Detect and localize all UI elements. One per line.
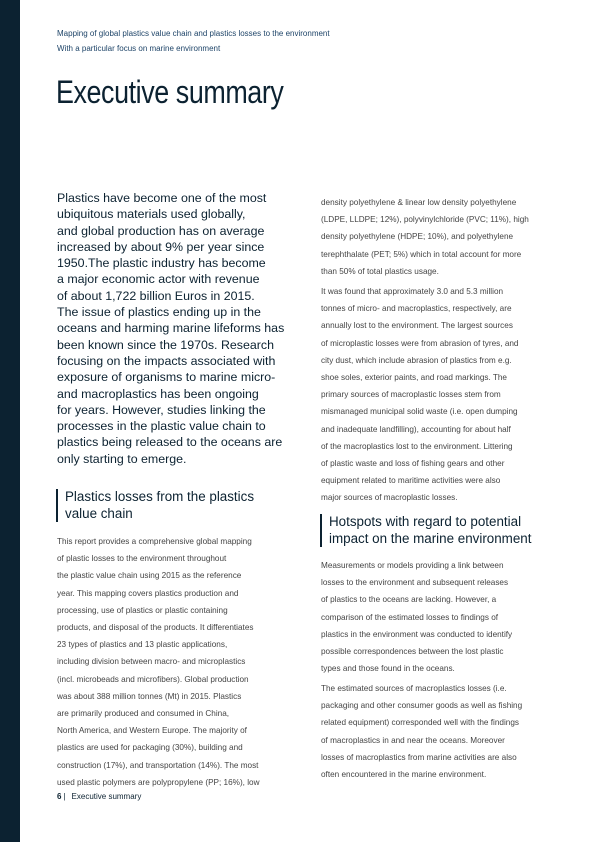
text-line: of microplastic losses were from abrasion of tyres, and	[321, 338, 519, 348]
text-line: city dust, which include abrasion of plastics from e.g.	[321, 355, 512, 365]
text-line: processing, use of plastics or plastic containing	[57, 605, 228, 615]
text-line: of plastic waste and loss of fishing gears and other	[321, 459, 505, 469]
text-line: of the macroplastics lost to the environment. Littering	[321, 441, 513, 451]
text-line: increased by about 9% per year since	[57, 239, 265, 254]
text-line: (incl. microbeads and microfibers). Global production	[57, 674, 249, 684]
text-line: been known since the 1970s. Research	[57, 337, 274, 352]
text-line: plastics being released to the oceans are	[57, 435, 283, 450]
section-heading-plastics-losses	[56, 489, 254, 522]
text-line: often encountered in the marine environment.	[321, 770, 487, 780]
text-line: Plastics have become one of the most	[57, 191, 267, 205]
text-line: shoe soles, exterior paints, and road markings. The	[321, 373, 507, 383]
text-line: North America, and Western Europe. The majority of	[57, 726, 247, 736]
text-line: losses of macroplastics from marine activities are also	[321, 752, 517, 762]
text-line: related equipment) corresponded well with the findings	[321, 718, 519, 728]
body-paragraph	[321, 557, 512, 677]
text-line: of plastic losses to the environment throughout	[57, 554, 227, 564]
text-line: annually lost to the environment. The largest sources	[321, 321, 513, 331]
text-line: processes in the plastic value chain to	[57, 419, 266, 434]
text-line: exposure of organisms to marine micro-	[57, 370, 276, 385]
text-line: value chain	[65, 505, 133, 521]
page-number: 6	[57, 792, 62, 801]
text-line: only starting to emerge.	[57, 451, 187, 466]
text-line: impact on the marine environment	[329, 530, 532, 546]
text-line: types and those found in the oceans.	[321, 664, 455, 674]
text-line: tonnes of micro- and macroplastics, respectively, are	[321, 304, 512, 314]
text-line: major sources of macroplastic losses.	[321, 493, 458, 503]
text-line: This report provides a comprehensive global mapping	[57, 537, 252, 546]
text-line: ubiquitous materials used globally,	[57, 207, 246, 222]
text-line: density polyethylene & linear low density polyethylene	[321, 198, 517, 207]
running-header-subtitle: With a particular focus on marine environment	[57, 44, 221, 53]
text-line: for years. However, studies linking the	[57, 402, 266, 417]
text-line: The issue of plastics ending up in the	[57, 305, 261, 320]
side-color-bar	[0, 0, 20, 842]
body-paragraph	[321, 680, 522, 783]
text-line: losses to the environment and subsequent releases	[321, 578, 509, 588]
body-paragraph	[321, 194, 529, 280]
text-line: of macroplastics in and near the oceans. Moreover	[321, 735, 505, 745]
lead-paragraph	[57, 190, 285, 467]
text-line: possible correspondences between the lost plastic	[321, 647, 504, 657]
text-line: Hotspots with regard to potential	[329, 514, 522, 529]
body-paragraph	[57, 533, 260, 791]
text-line: packaging and other consumer goods as well as fishing	[321, 701, 523, 711]
page-footer	[57, 792, 141, 801]
text-line: density polyethylene (HDPE; 10%), and polyethylene	[321, 232, 514, 242]
section-heading-hotspots	[320, 514, 531, 547]
text-line: plastics in the environment was conducted to identify	[321, 629, 513, 639]
text-line: equipment related to maritime activities were also	[321, 476, 501, 486]
text-line: was about 388 million tonnes (Mt) in 2015. Plastics	[57, 691, 242, 701]
text-line: products, and disposal of the products. It differentiates	[57, 623, 254, 633]
body-paragraph	[321, 283, 519, 507]
text-line: The estimated sources of macroplastics losses (i.e.	[321, 684, 507, 693]
text-line: 23 types of plastics and 13 plastic applications,	[57, 640, 228, 650]
text-line: including division between macro- and microplastics	[57, 657, 246, 667]
text-line: 1950.The plastic industry has become	[57, 256, 266, 271]
text-line: used plastic polymers are polypropylene (PP; 16%), low	[57, 777, 260, 787]
text-line: a major economic actor with revenue	[57, 272, 260, 287]
text-line: of about 1,722 billion Euros in 2015.	[57, 288, 255, 303]
text-line: the plastic value chain using 2015 as the reference	[57, 571, 242, 581]
text-line: oceans and harming marine lifeforms has	[57, 321, 285, 336]
footer-separator: |	[63, 792, 66, 801]
text-line: year. This mapping covers plastics production and	[57, 588, 239, 598]
text-line: and inadequate landfilling), accounting for about half	[321, 424, 511, 434]
text-line: primary sources of macroplastic losses stem from	[321, 390, 501, 400]
running-header-title: Mapping of global plastics value chain and plastics losses to the environment	[57, 29, 330, 38]
text-line: Measurements or models providing a link between	[321, 561, 504, 570]
text-line: focusing on the impacts associated with	[57, 353, 276, 368]
text-line: mismanaged municipal solid waste (i.e. open dumping	[321, 407, 518, 417]
text-line: Plastics losses from the plastics	[65, 489, 255, 504]
text-line: of plastics to the oceans are lacking. However, a	[321, 595, 497, 605]
text-line: terephthalate (PET; 5%) which in total account for more	[321, 249, 522, 259]
text-line: construction (17%), and transportation (14%). The most	[57, 760, 259, 770]
text-line: plastics are used for packaging (30%), building and	[57, 743, 243, 753]
text-line: and macroplastics has been ongoing	[57, 386, 259, 401]
text-line: are primarily produced and consumed in China,	[57, 709, 230, 719]
page-title: Executive summary	[56, 74, 284, 110]
text-line: comparison of the estimated losses to findings of	[321, 612, 499, 622]
text-line: It was found that approximately 3.0 and 5.3 million	[321, 287, 504, 296]
text-line: and global production has on average	[57, 223, 265, 238]
text-line: than 50% of total plastics usage.	[321, 266, 439, 276]
footer-section-label: Executive summary	[71, 792, 142, 801]
text-line: (LDPE, LLDPE; 12%), polyvinylchloride (PVC; 11%), high	[321, 215, 529, 225]
